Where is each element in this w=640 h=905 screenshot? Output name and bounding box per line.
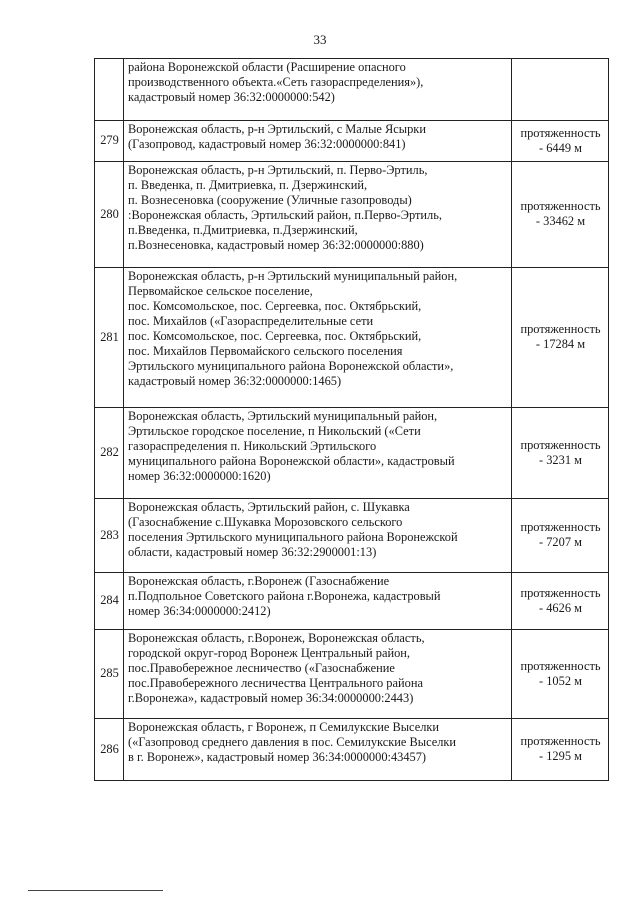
row-number: 284 bbox=[95, 573, 124, 630]
row-description: Воронежская область, р-н Эртильский муниципальный район, Первомайское сельское поселение, пос. Комсомольское, пос. Сергеевка, пос. Октябрьский, пос. Михайлов («Газораспределительные сети пос. Комсомольское, пос. Сергеевка, пос. Октябрьский, пос. Михайлов Первомайского сельского поселения Эртильского муниципального района Воронежской области», кадастровый номер 36:32:0000000:1465) bbox=[124, 268, 512, 408]
row-number: 280 bbox=[95, 162, 124, 268]
table-row bbox=[95, 268, 609, 408]
table-row bbox=[95, 499, 609, 573]
row-description: района Воронежской области (Расширение опасного производственного объекта.«Сеть газораспределения»), кадастровый номер 36:32:0000000:542) bbox=[124, 59, 512, 121]
row-length: протяженность - 17284 м bbox=[512, 268, 609, 408]
footnote-divider bbox=[28, 890, 163, 891]
row-number: 286 bbox=[95, 719, 124, 781]
row-description: Воронежская область, г.Воронеж (Газоснабжение п.Подпольное Советского района г.Воронежа, кадастровый номер 36:34:0000000:2412) bbox=[124, 573, 512, 630]
row-description: Воронежская область, г.Воронеж, Воронежская область, городской округ-город Воронеж Центральный район, пос.Правобережное лесничество («Газоснабжение пос.Правобережного лесничества Центрального района г.Воронежа», кадастровый номер 36:34:0000000:2443) bbox=[124, 630, 512, 719]
row-length bbox=[512, 59, 609, 121]
row-number: 281 bbox=[95, 268, 124, 408]
property-registry-table bbox=[94, 58, 609, 781]
table-row bbox=[95, 59, 609, 121]
row-description: Воронежская область, Эртильский муниципальный район, Эртильское городское поселение, п Никольский («Сети газораспределения п. Никольский Эртильского муниципального района Воронежской области», кадастровый номер 36:32:0000000:1620) bbox=[124, 408, 512, 499]
row-length: протяженность - 4626 м bbox=[512, 573, 609, 630]
row-length: протяженность - 3231 м bbox=[512, 408, 609, 499]
row-description: Воронежская область, р-н Эртильский, п. Перво-Эртиль, п. Введенка, п. Дмитриевка, п. Дзержинский, п. Вознесеновка (сооружение (Уличные газопроводы) :Воронежская область, Эртильский район, п.Перво-Эртиль, п.Введенка, п.Дмитриевка, п.Дзержинский, п.Вознесеновка, кадастровый номер 36:32:0000000:880) bbox=[124, 162, 512, 268]
table-row bbox=[95, 630, 609, 719]
row-length: протяженность - 6449 м bbox=[512, 121, 609, 162]
page-number: 33 bbox=[313, 32, 327, 47]
row-description: Воронежская область, г Воронеж, п Семилукские Выселки («Газопровод среднего давления в пос. Семилукские Выселки в г. Воронеж», кадастровый номер 36:34:0000000:43457) bbox=[124, 719, 512, 781]
row-number: 282 bbox=[95, 408, 124, 499]
table-row bbox=[95, 162, 609, 268]
row-description: Воронежская область, р-н Эртильский, с Малые Ясырки (Газопровод, кадастровый номер 36:32:0000000:841) bbox=[124, 121, 512, 162]
row-number: 283 bbox=[95, 499, 124, 573]
table-row bbox=[95, 573, 609, 630]
table-row bbox=[95, 408, 609, 499]
row-length: протяженность - 7207 м bbox=[512, 499, 609, 573]
row-length: протяженность - 33462 м bbox=[512, 162, 609, 268]
row-length: протяженность - 1052 м bbox=[512, 630, 609, 719]
row-number: 285 bbox=[95, 630, 124, 719]
row-number: 279 bbox=[95, 121, 124, 162]
row-description: Воронежская область, Эртильский район, с. Шукавка (Газоснабжение с.Шукавка Морозовского сельского поселения Эртильского муниципального района Воронежской области, кадастровый номер 36:32:2900001:13) bbox=[124, 499, 512, 573]
row-number bbox=[95, 59, 124, 121]
table-row bbox=[95, 719, 609, 781]
table-row bbox=[95, 121, 609, 162]
row-length: протяженность - 1295 м bbox=[512, 719, 609, 781]
